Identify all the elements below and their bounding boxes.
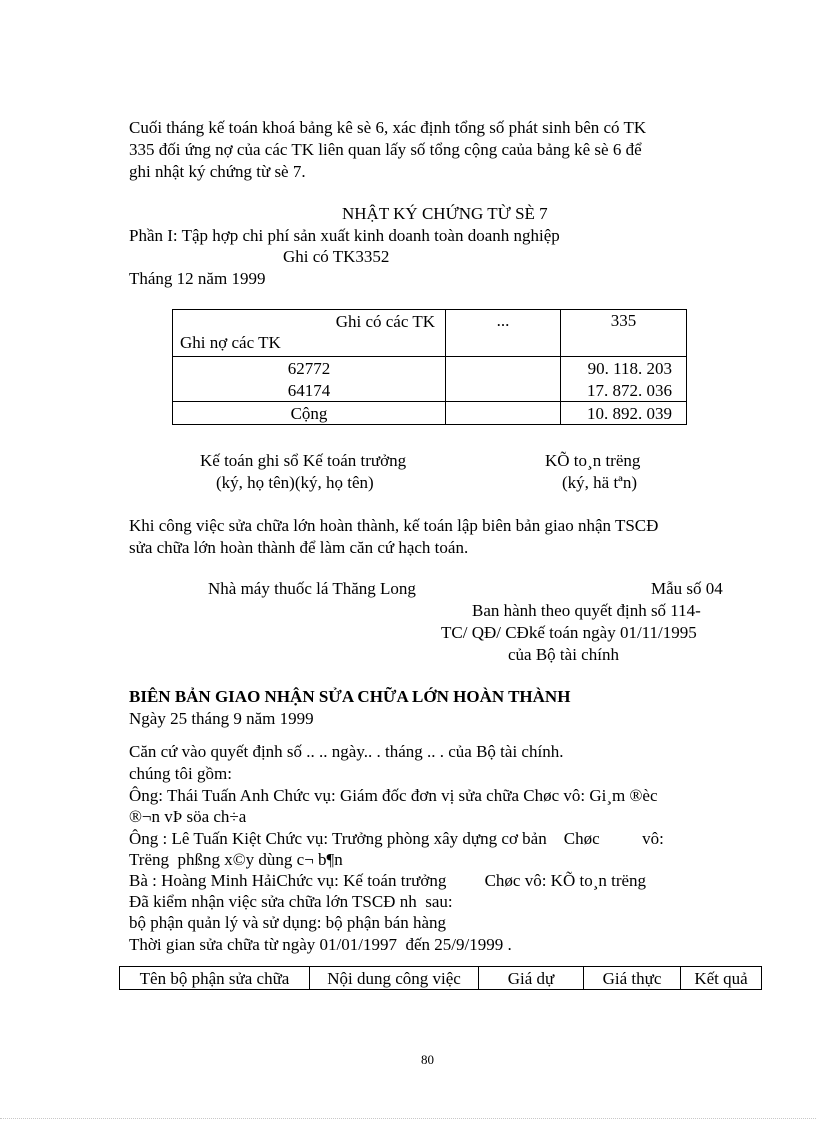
minutes-line6: Trëng phßng x©y dùng c¬ b¶n	[129, 850, 343, 869]
row-account: 62772	[173, 357, 446, 380]
page-number: 80	[421, 1052, 434, 1067]
minutes-line8: Đã kiểm nhận việc sửa chữa lớn TSCĐ nh sau:	[129, 892, 453, 911]
col-actual-price: Giá thực	[584, 967, 681, 990]
repair-table-header	[120, 967, 762, 990]
total-value: 10. 892. 039	[561, 402, 687, 425]
total-label: Cộng	[173, 402, 446, 425]
signature-right-note: (ký, hä tªn)	[562, 473, 638, 492]
header-dots-cell: ...	[446, 310, 561, 357]
para2-line1: Khi công việc sửa chữa lớn hoàn thành, kế toán lập biên bản giao nhận TSCĐ	[129, 516, 659, 535]
row-account: 64174	[173, 379, 446, 402]
row-value: 17. 872. 036	[561, 379, 687, 402]
header-credit-label: Ghi có các TK	[335, 312, 435, 331]
col-part-name: Tên bộ phận sửa chữa	[120, 967, 310, 990]
minutes-date: Ngày 25 tháng 9 năm 1999	[129, 709, 314, 728]
col-estimate-price: Giá dự	[479, 967, 584, 990]
minutes-line2: chúng tôi gồm:	[129, 764, 232, 783]
journal-title: NHẬT KÝ CHỨNG TỪ SÈ 7	[342, 204, 548, 223]
signature-left-title: Kế toán ghi sổ Kế toán trưởng	[200, 451, 407, 470]
para1-line3: ghi nhật ký chứng từ sè 7.	[129, 162, 306, 181]
minutes-line1: Căn cứ vào quyết định số .. .. ngày.. . tháng .. . của Bộ tài chính.	[129, 742, 564, 761]
form-number: Mẫu số 04	[651, 579, 723, 598]
journal-credit: Ghi có TK3352	[283, 247, 390, 266]
minutes-line10: Thời gian sửa chữa từ ngày 01/01/1997 đến 25/9/1999 .	[129, 935, 512, 954]
journal-table	[172, 309, 687, 425]
decree-line3: của Bộ tài chính	[508, 645, 619, 664]
row-dots	[446, 357, 561, 380]
signature-left-note: (ký, họ tên)(ký, họ tên)	[216, 473, 374, 492]
row-dots	[446, 379, 561, 402]
page-bottom-dotted-line	[0, 1118, 816, 1119]
row-value: 90. 118. 203	[561, 357, 687, 380]
header-335-cell: 335	[561, 310, 687, 357]
para1-line1: Cuối tháng kế toán khoá bảng kê sè 6, xác định tổng số phát sinh bên có TK	[129, 118, 647, 137]
minutes-line9: bộ phận quản lý và sử dụng: bộ phận bán hàng	[129, 913, 447, 932]
minutes-title: BIÊN BẢN GIAO NHẬN SỬA CHỮA LỚN HOÀN THÀNH	[129, 687, 571, 706]
col-work-content: Nội dung công việc	[310, 967, 479, 990]
table-row	[173, 379, 687, 402]
para1-line2: 335 đối ứng nợ của các TK liên quan lấy số tổng cộng caủa bảng kê sè 6 để	[129, 140, 642, 159]
minutes-line4: ®¬n vÞ söa ch÷a	[129, 807, 247, 826]
minutes-line7: Bà : Hoàng Minh HảiChức vụ: Kế toán trưởng Chøc vô: KÕ to¸n trëng	[129, 871, 647, 890]
para2-line2: sửa chữa lớn hoàn thành để làm căn cứ hạch toán.	[129, 538, 469, 557]
table-row	[173, 357, 687, 380]
total-dots	[446, 402, 561, 425]
decree-line2: TC/ QĐ/ CĐkế toán ngày 01/11/1995	[441, 623, 697, 642]
col-result: Kết quả	[681, 967, 762, 990]
decree-line1: Ban hành theo quyết định số 114-	[472, 601, 701, 620]
minutes-line3: Ông: Thái Tuấn Anh Chức vụ: Giám đốc đơn vị sửa chữa Chøc vô: Gi¸m ®èc	[129, 786, 658, 805]
journal-part: Phần I: Tập hợp chi phí sản xuất kinh doanh toàn doanh nghiệp	[129, 226, 560, 245]
company-name: Nhà máy thuốc lá Thăng Long	[208, 579, 416, 598]
header-corner-cell	[173, 310, 446, 357]
table-total-row	[173, 402, 687, 425]
journal-month: Tháng 12 năm 1999	[129, 269, 266, 288]
header-debit-label: Ghi nợ các TK	[180, 333, 281, 352]
signature-right-title: KÕ to¸n trëng	[545, 451, 641, 470]
journal-table-header	[173, 310, 687, 357]
minutes-line5: Ông : Lê Tuấn Kiệt Chức vụ: Trưởng phòng xây dựng cơ bản Chøc vô:	[129, 829, 664, 848]
repair-table	[119, 966, 762, 990]
